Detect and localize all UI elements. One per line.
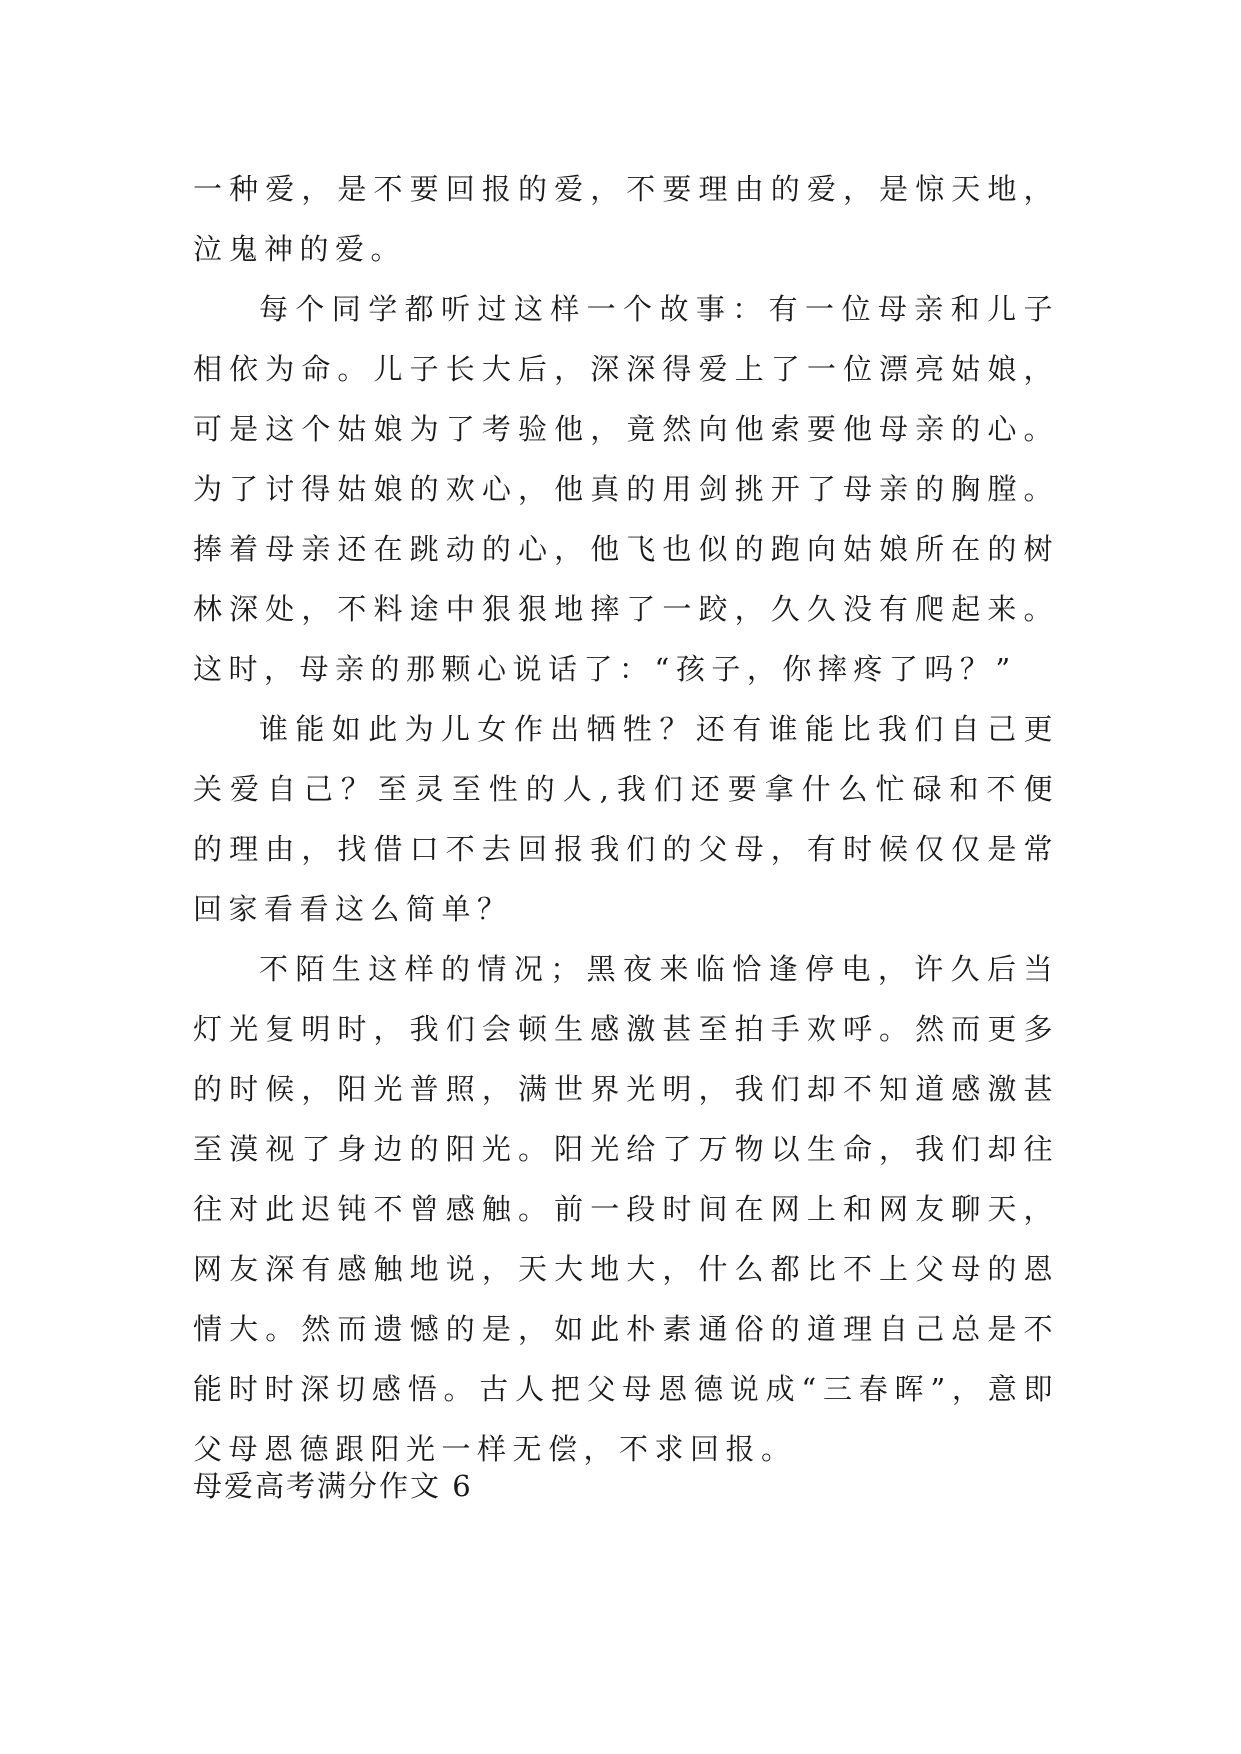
essay-body [193, 159, 1059, 1479]
paragraph-story: 每个同学都听过这样一个故事：有一位母亲和儿子相依为命。儿子长大后，深深得爱上了一位漂亮姑娘，可是这个姑娘为了考验他，竟然向他索要他母亲的心。为了讨得姑娘的欢心，他真的用剑挑开了母亲的胸膛。捧着母亲还在跳动的心，他飞也似的跑向姑娘所在的树林深处，不料途中狠狠地摔了一跤，久久没有爬起来。这时，母亲的那颗心说话了：“孩子，你摔疼了吗？” [193, 292, 1059, 686]
paragraph-continuation: 一种爱，是不要回报的爱，不要理由的爱，是惊天地，泣鬼神的爱。 [193, 172, 1059, 266]
paragraph-sacrifice: 谁能如此为儿女作出牺牲？还有谁能比我们自己更关爱自己？至灵至性的人,我们还要拿什么忙碌和不便的理由，找借口不去回报我们的父母，有时候仅仅是常回家看看这么简单？ [193, 712, 1059, 926]
paragraph-sunlight: 不陌生这样的情况；黑夜来临恰逢停电，许久后当灯光复明时，我们会顿生感激甚至拍手欢呼。然而更多的时候，阳光普照，满世界光明，我们却不知道感激甚至漠视了身边的阳光。阳光给了万物以生命，我们却往往对此迟钝不曾感触。前一段时间在网上和网友聊天，网友深有感触地说，天大地大，什么都比不上父母的恩情大。然而遗憾的是，如此朴素通俗的道理自己总是不能时时深切感悟。古人把父母恩德说成“三春晖”，意即父母恩德跟阳光一样无偿，不求回报。 [193, 952, 1059, 1466]
section-title: 母爱高考满分作文 6 [193, 1469, 473, 1503]
